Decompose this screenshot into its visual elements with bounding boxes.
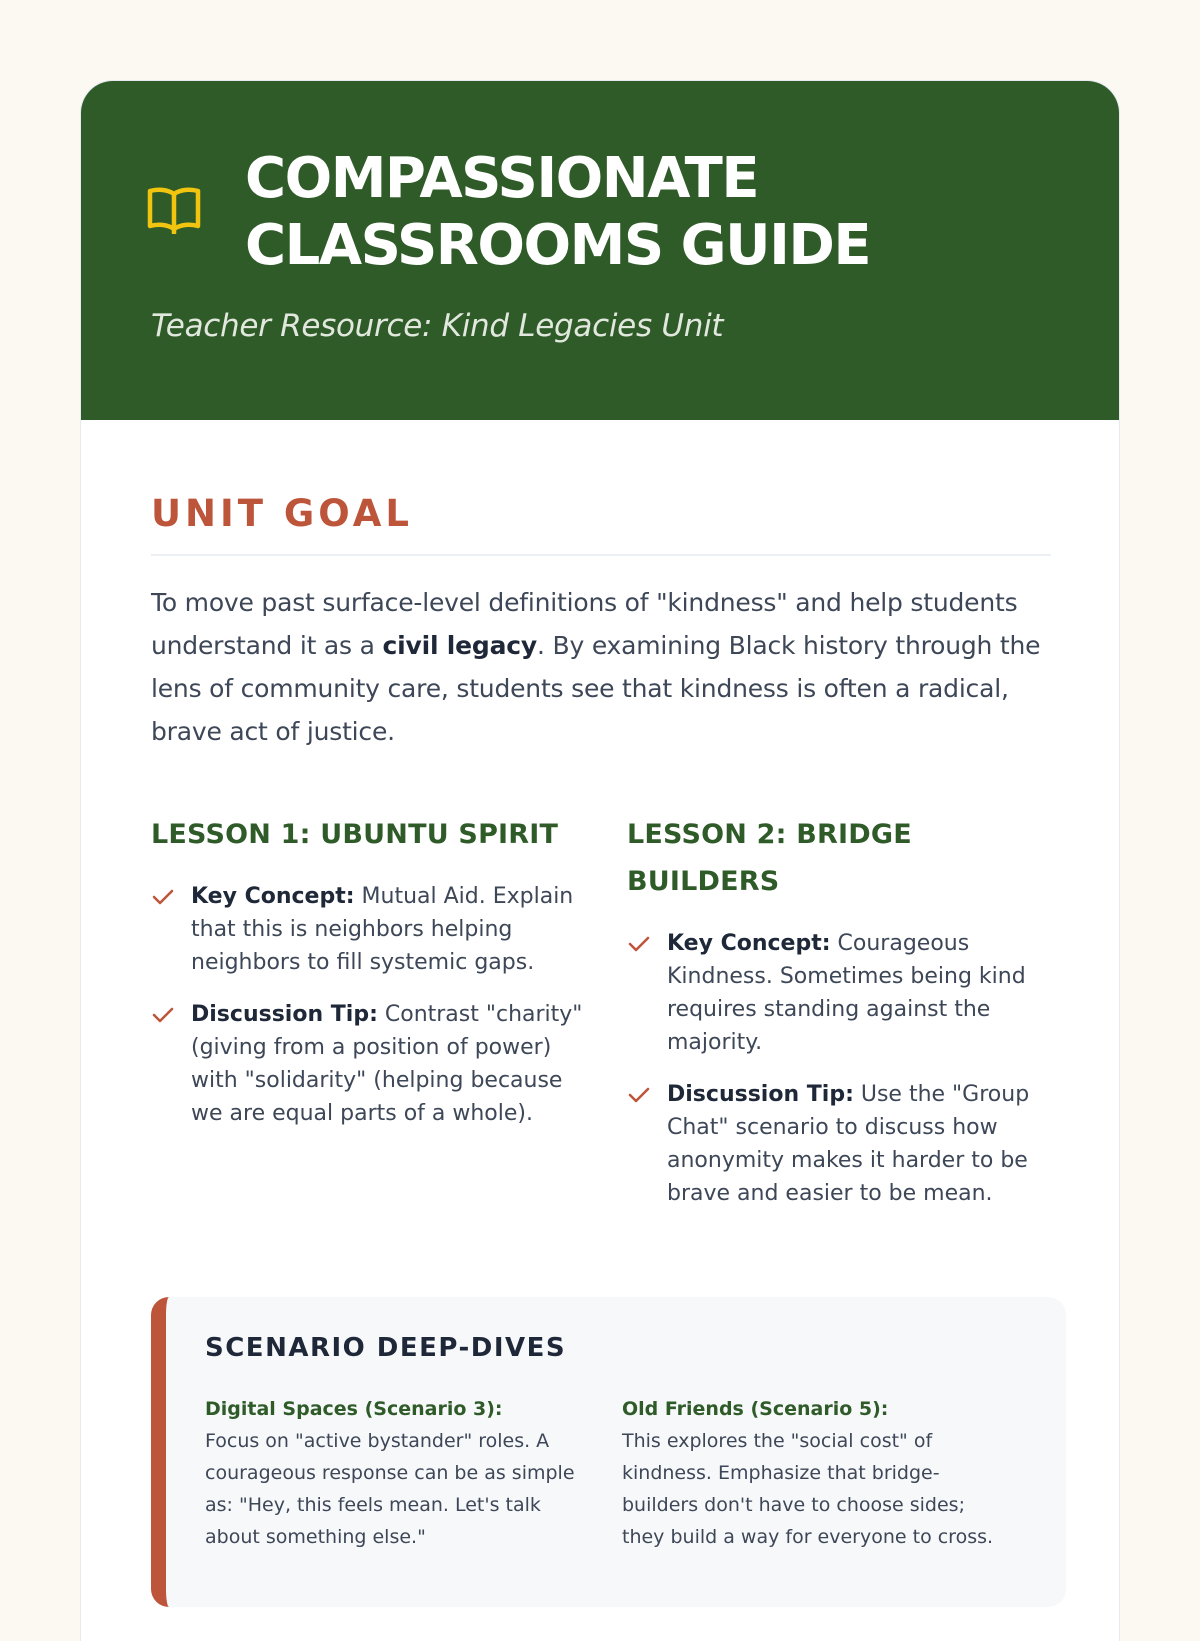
item-label: Key Concept: (667, 931, 831, 956)
item-label: Key Concept: (191, 884, 355, 909)
page-subtitle: Teacher Resource: Kind Legacies Unit (151, 308, 724, 344)
unit-goal-heading: UNIT GOAL (151, 492, 413, 535)
lesson-2 (627, 811, 1051, 1229)
item-label: Discussion Tip: (667, 1082, 854, 1107)
item-label: Discussion Tip: (191, 1002, 378, 1027)
goal-text-after: . By examining Black history through the lens of community care, students see that kindness is often a radical, brave act of justice. (151, 631, 1041, 746)
scenario-text: Focus on "active bystander" roles. A courageous response can be as simple as: "Hey, this feels mean. Let's talk about something else." (205, 1430, 575, 1548)
item-text: Mutual Aid. Explain that this is neighbors helping neighbors to fill systemic gaps. (191, 884, 574, 975)
section-divider (151, 554, 1051, 556)
scenario-text: This explores the "social cost" of kindness. Emphasize that bridge-builders don't have to choose sides; they build a way for everyone to cross. (622, 1430, 994, 1548)
goal-text-bold: civil legacy (382, 631, 538, 660)
check-icon (627, 934, 651, 954)
book-open-icon (147, 184, 201, 234)
scenario-title: Old Friends (Scenario 5): (622, 1398, 889, 1420)
scenario-title: Digital Spaces (Scenario 3): (205, 1398, 503, 1420)
page-title (245, 145, 870, 279)
guide-header (81, 81, 1119, 420)
check-icon (151, 887, 175, 907)
goal-text-before: To move past surface-level definitions of "kindness" and help students understand it as a (151, 588, 1018, 660)
lesson-title: LESSON 2: BRIDGE BUILDERS (627, 819, 912, 897)
item-text: Contrast "charity" (giving from a position of power) with "solidarity" (helping because we are equal parts of a whole). (191, 1002, 583, 1126)
check-icon (151, 1005, 175, 1025)
list-item (151, 998, 591, 1130)
list-item (151, 880, 591, 979)
guide-card (81, 81, 1119, 1641)
scenario-heading: SCENARIO DEEP-DIVES (205, 1333, 567, 1363)
scenario-card (622, 1393, 1012, 1553)
scenario-deep-dives (151, 1297, 1066, 1607)
lesson-list (627, 927, 1051, 1210)
unit-goal-text (151, 581, 1051, 753)
title-line-1: COMPASSIONATE (245, 146, 759, 211)
list-item (627, 927, 1051, 1059)
scenario-card (205, 1393, 595, 1553)
check-icon (627, 1085, 651, 1105)
item-text: Use the "Group Chat" scenario to discuss how anonymity makes it harder to be brave and easier to be mean. (667, 1082, 1030, 1206)
lesson-1 (151, 811, 591, 1149)
title-line-2: CLASSROOMS GUIDE (245, 213, 871, 278)
list-item (627, 1078, 1051, 1210)
lesson-list (151, 880, 591, 1130)
lesson-title: LESSON 1: UBUNTU SPIRIT (151, 819, 559, 850)
item-text: Courageous Kindness. Sometimes being kind requires standing against the majority. (667, 931, 1026, 1055)
